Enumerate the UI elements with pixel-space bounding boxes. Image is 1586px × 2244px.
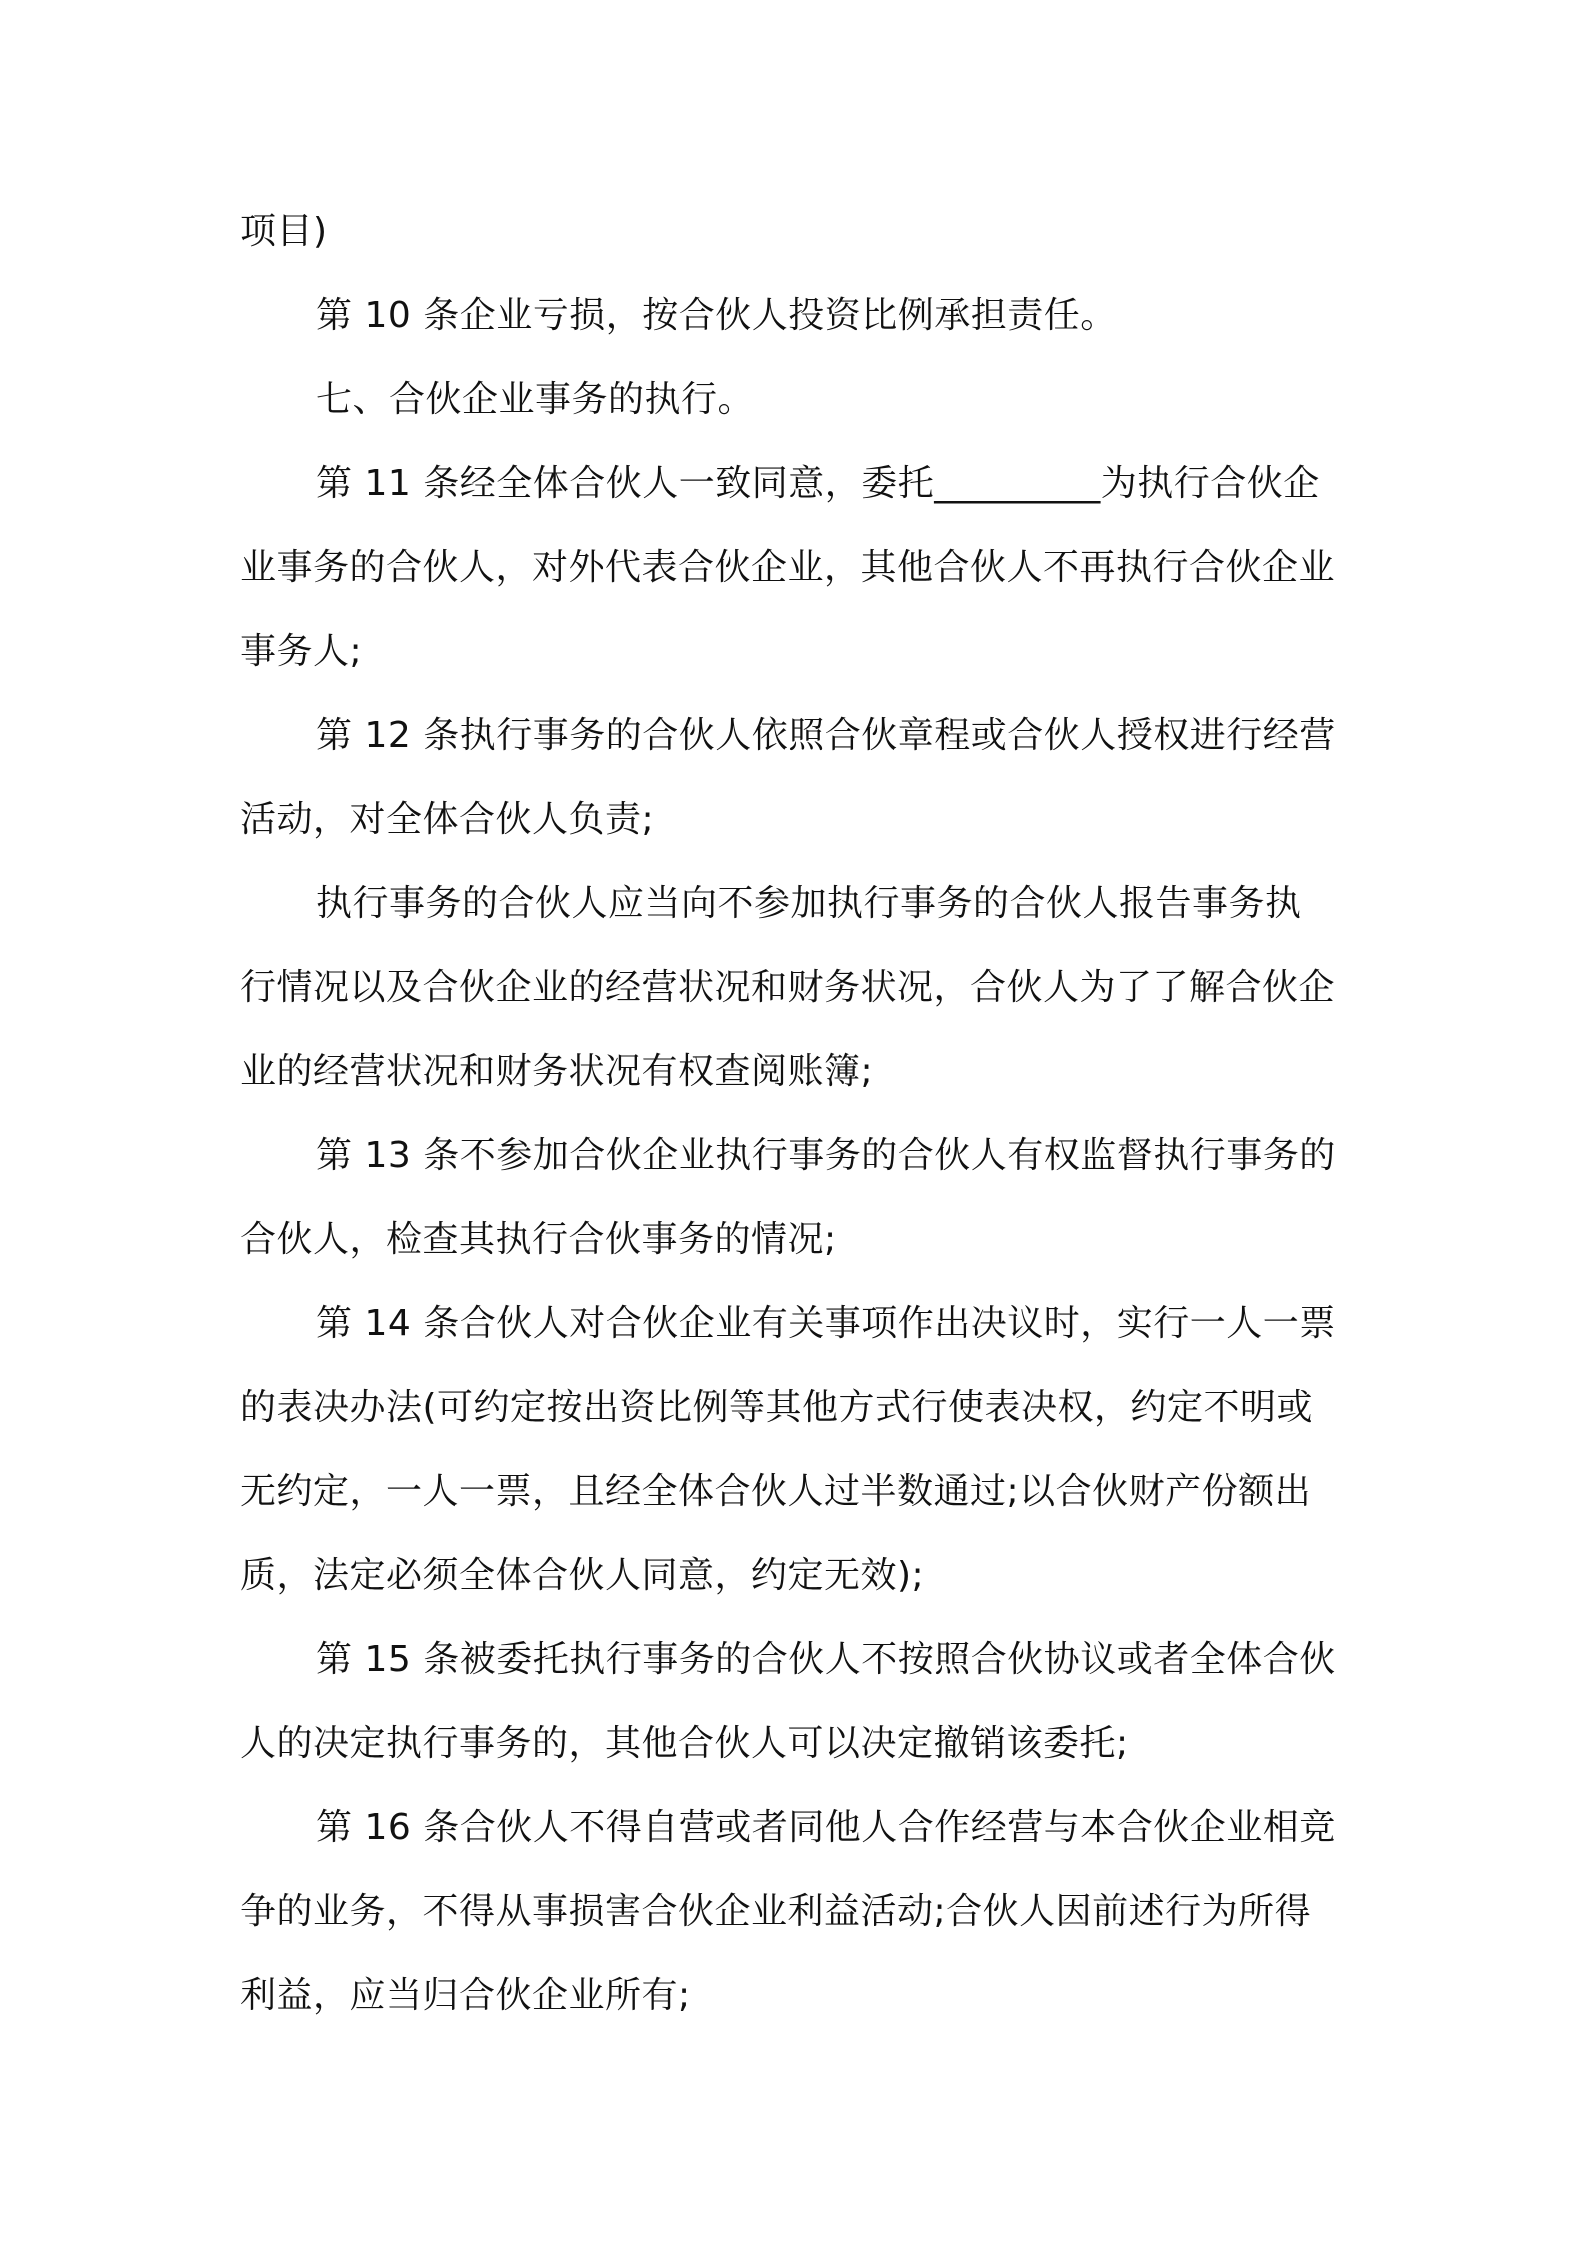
text-line: 第 10 条企业亏损，按合伙人投资比例承担责任。: [316, 295, 1117, 336]
text-line: 第 12 条执行事务的合伙人依照合伙章程或合伙人授权进行经营: [316, 715, 1336, 756]
section-heading: 七、合伙企业事务的执行。: [316, 379, 755, 420]
text-line: 业的经营状况和财务状况有权查阅账簿;: [240, 1051, 874, 1092]
text-line: 第 16 条合伙人不得自营或者同他人合作经营与本合伙企业相竞: [316, 1807, 1336, 1848]
text-line: 的表决办法(可约定按出资比例等其他方式行使表决权，约定不明或: [240, 1387, 1314, 1428]
text-line: 第 15 条被委托执行事务的合伙人不按照合伙协议或者全体合伙: [316, 1639, 1336, 1680]
text-line: 第 11 条经全体合伙人一致同意，委托_________为执行合伙企: [316, 463, 1320, 504]
text-line: 项目): [240, 211, 328, 252]
text-line: 第 14 条合伙人对合伙企业有关事项作出决议时，实行一人一票: [316, 1303, 1336, 1344]
text-line: 合伙人，检查其执行合伙事务的情况;: [240, 1219, 837, 1260]
text-line: 质，法定必须全体合伙人同意，约定无效);: [240, 1555, 925, 1596]
text-line: 人的决定执行事务的，其他合伙人可以决定撤销该委托;: [240, 1723, 1129, 1764]
text-line: 执行事务的合伙人应当向不参加执行事务的合伙人报告事务执: [316, 883, 1302, 924]
text-line: 无约定，一人一票，且经全体合伙人过半数通过;以合伙财产份额出: [240, 1471, 1312, 1512]
text-line: 业事务的合伙人，对外代表合伙企业，其他合伙人不再执行合伙企业: [240, 547, 1336, 588]
text-line: 活动，对全体合伙人负责;: [240, 799, 655, 840]
text-line: 争的业务，不得从事损害合伙企业利益活动;合伙人因前述行为所得: [240, 1891, 1312, 1932]
text-line: 利益，应当归合伙企业所有;: [240, 1975, 691, 2016]
text-line: 第 13 条不参加合伙企业执行事务的合伙人有权监督执行事务的: [316, 1135, 1336, 1176]
document-body: [240, 190, 1355, 2038]
text-line: 行情况以及合伙企业的经营状况和财务状况，合伙人为了了解合伙企: [240, 967, 1336, 1008]
text-line: 事务人;: [240, 631, 363, 672]
